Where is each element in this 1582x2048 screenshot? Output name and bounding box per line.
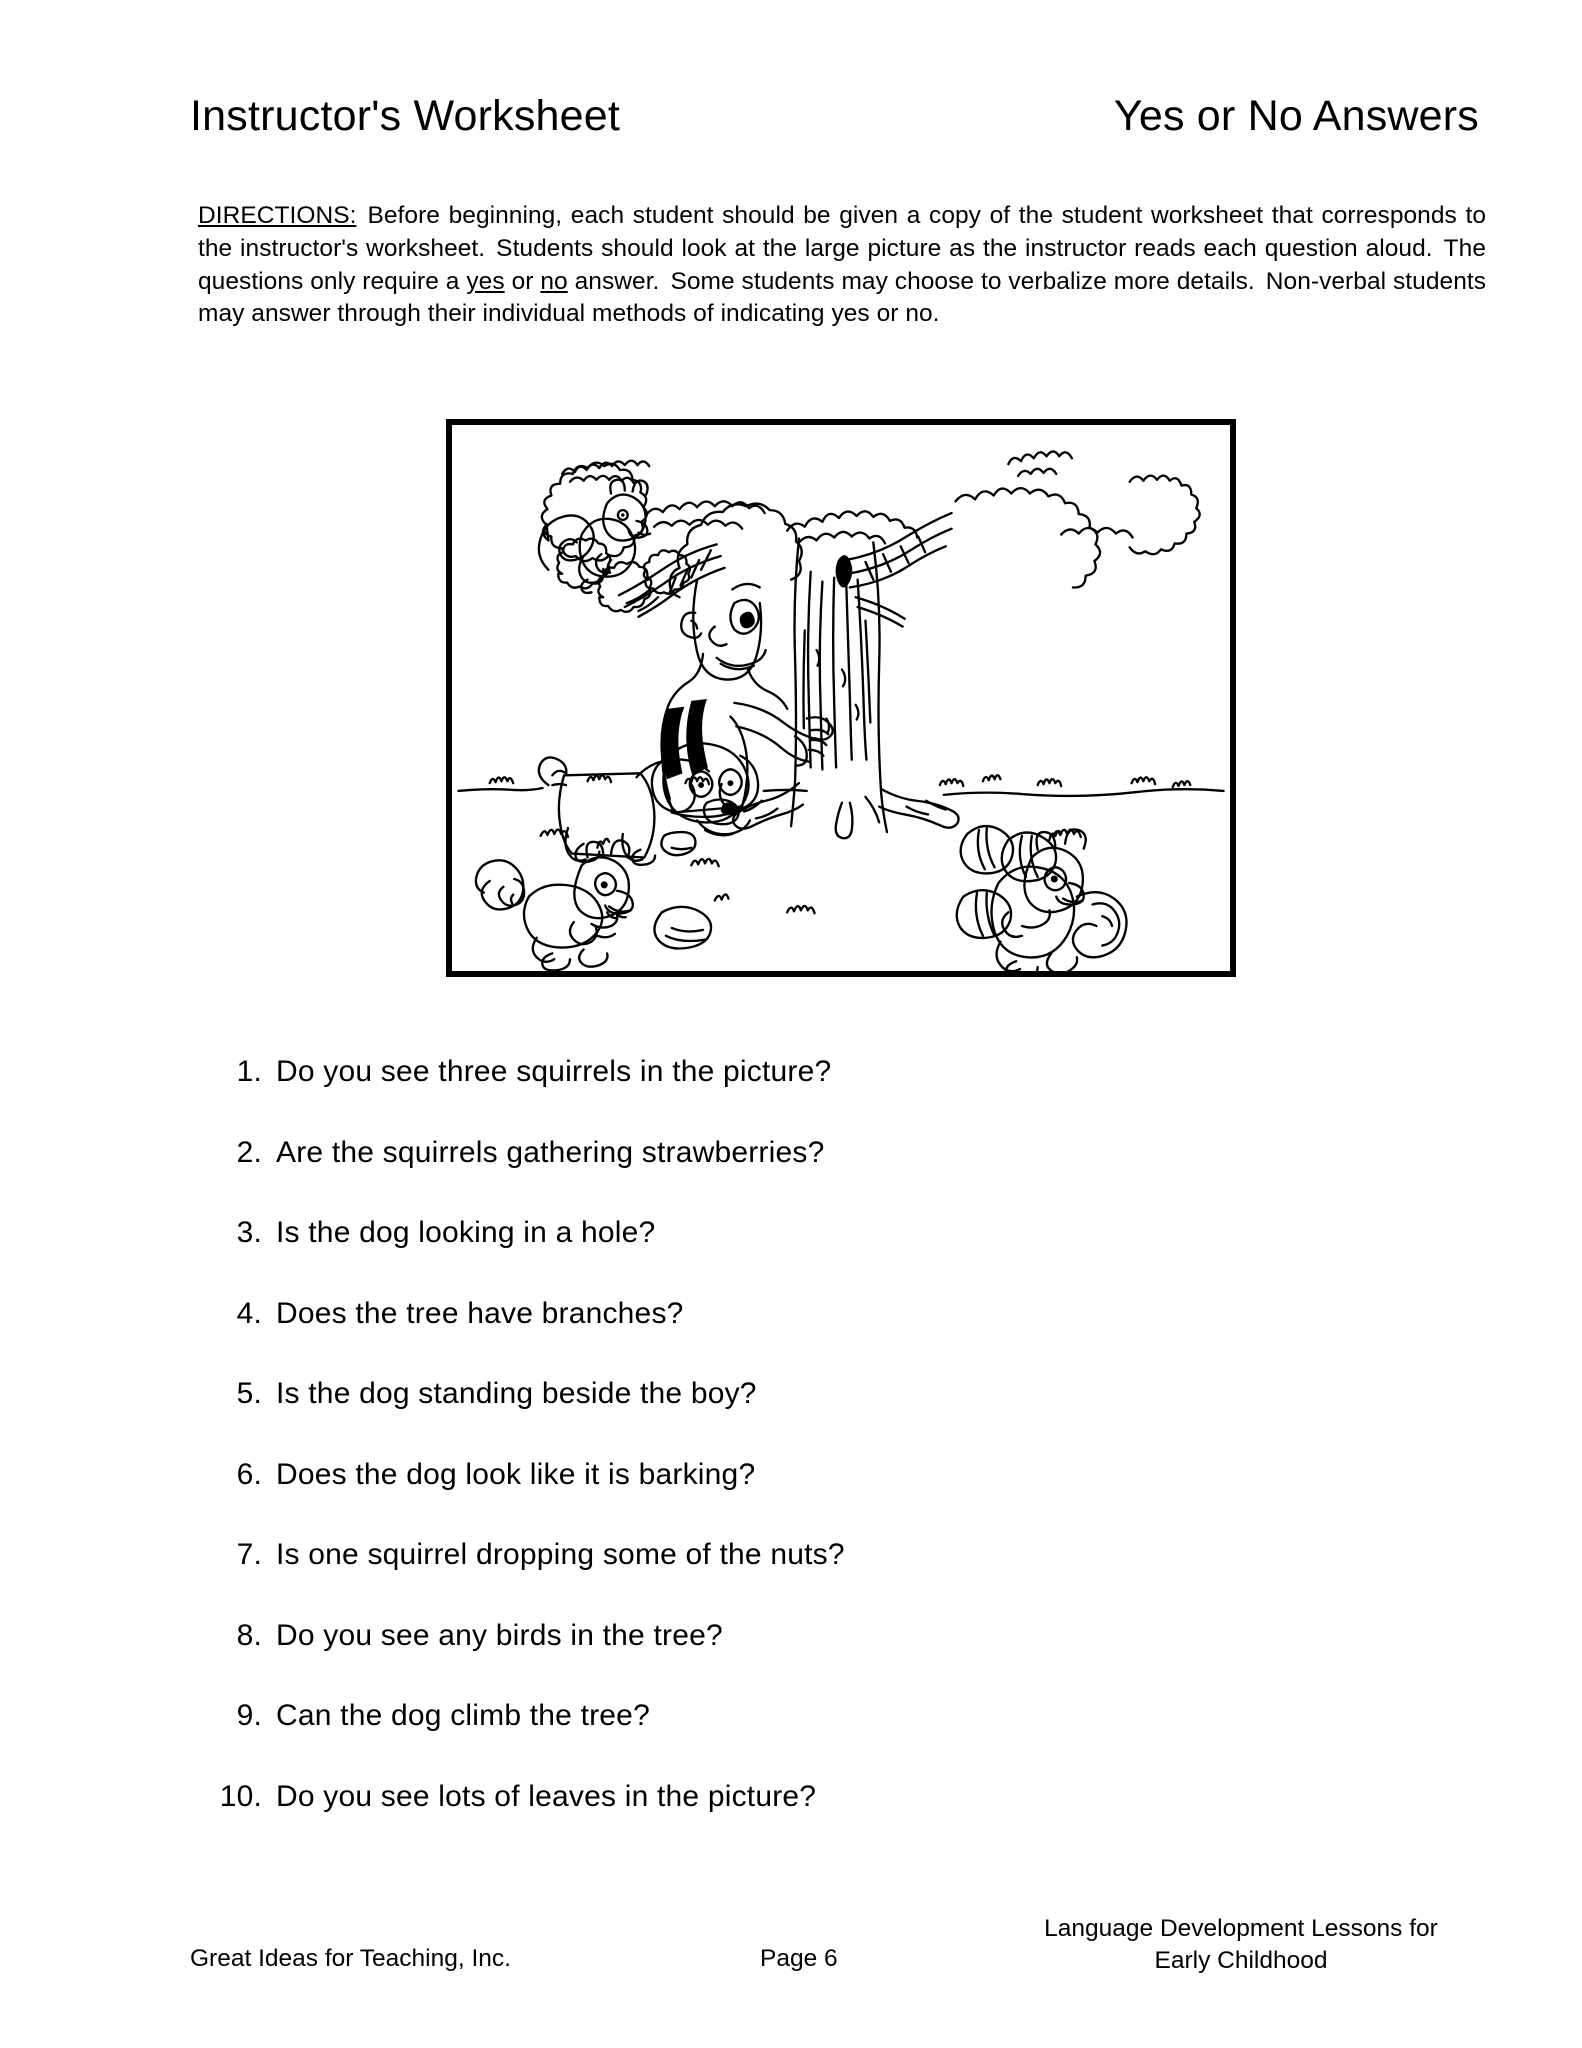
question-item (198, 1216, 1398, 1297)
question-item (198, 1699, 1398, 1780)
ground-line (458, 784, 1223, 796)
directions-text-part3: The questions only require a (198, 234, 1487, 295)
question-number: 10. (219, 1779, 262, 1813)
directions-text-part5: Some students may choose to verbalize more details. (670, 267, 1255, 295)
question-item (198, 1297, 1398, 1378)
directions-text-part1: Before beginning, each student should be given a copy of the student worksheet that corresponds to the instructor's worksheet. (198, 202, 1486, 262)
footer-page-number: Page 6 (760, 1945, 838, 1972)
question-text: Do you see three squirrels in the picture? (276, 1055, 832, 1088)
illustration-frame (446, 419, 1236, 977)
question-text: Is the dog standing beside the boy? (276, 1377, 757, 1410)
questions-list (198, 1055, 1398, 1860)
illustration-line-drawing (452, 425, 1230, 971)
directions-paragraph (198, 200, 1486, 331)
question-number: 5. (236, 1377, 262, 1410)
question-text: Do you see any birds in the tree? (276, 1618, 723, 1652)
page-header (190, 92, 1485, 140)
question-item (198, 1377, 1398, 1458)
directions-conjunction: or (511, 267, 534, 295)
question-item (198, 1458, 1398, 1539)
question-number: 4. (236, 1296, 262, 1330)
question-text: Does the dog look like it is barking? (276, 1457, 756, 1491)
question-number: 3. (236, 1216, 262, 1249)
page-footer (190, 1905, 1490, 2005)
footer-series-line2: Early Childhood (1154, 1947, 1328, 1975)
squirrel-on-ground-left (476, 839, 633, 971)
question-item (198, 1538, 1398, 1619)
question-item (198, 1055, 1398, 1136)
tree-branches (619, 513, 952, 627)
directions-text-part2: Students should look at the large picture as the instructor reads each question aloud. (496, 234, 1433, 262)
question-item (198, 1780, 1398, 1861)
question-number: 2. (236, 1135, 262, 1169)
question-text: Is one squirrel dropping some of the nuts? (276, 1538, 845, 1571)
worksheet-type-heading: Yes or No Answers (1113, 92, 1479, 140)
directions-text-part4: answer. (574, 267, 660, 295)
question-number: 9. (236, 1699, 262, 1732)
question-number: 8. (236, 1618, 262, 1652)
question-item (198, 1619, 1398, 1700)
question-number: 1. (236, 1055, 262, 1088)
dog (539, 743, 758, 865)
footer-series-line1: Language Development Lessons for (1044, 1915, 1438, 1942)
squirrel-in-tree (539, 480, 650, 593)
question-number: 7. (236, 1538, 262, 1571)
question-text: Are the squirrels gathering strawberries? (276, 1135, 825, 1169)
squirrel-on-ground-right (957, 826, 1127, 971)
directions-text-part6: Non-verbal students may answer through their individual methods of indicating yes or no. (198, 267, 1487, 328)
directions-emphasis-no: no (540, 267, 568, 295)
tree-trunk (733, 539, 959, 839)
question-text: Do you see lots of leaves in the picture? (276, 1779, 817, 1813)
question-number: 6. (236, 1457, 262, 1491)
question-text: Can the dog climb the tree? (276, 1699, 650, 1732)
question-text: Does the tree have branches? (276, 1296, 684, 1330)
directions-emphasis-yes: yes (466, 267, 505, 295)
question-item (198, 1136, 1398, 1217)
question-text: Is the dog looking in a hole? (276, 1216, 656, 1249)
page-title: Instructor's Worksheet (190, 92, 621, 140)
footer-series (1006, 1913, 1476, 1978)
footer-publisher: Great Ideas for Teaching, Inc. (190, 1945, 511, 1972)
acorn-on-ground (654, 907, 711, 949)
directions-label: DIRECTIONS: (198, 202, 357, 229)
